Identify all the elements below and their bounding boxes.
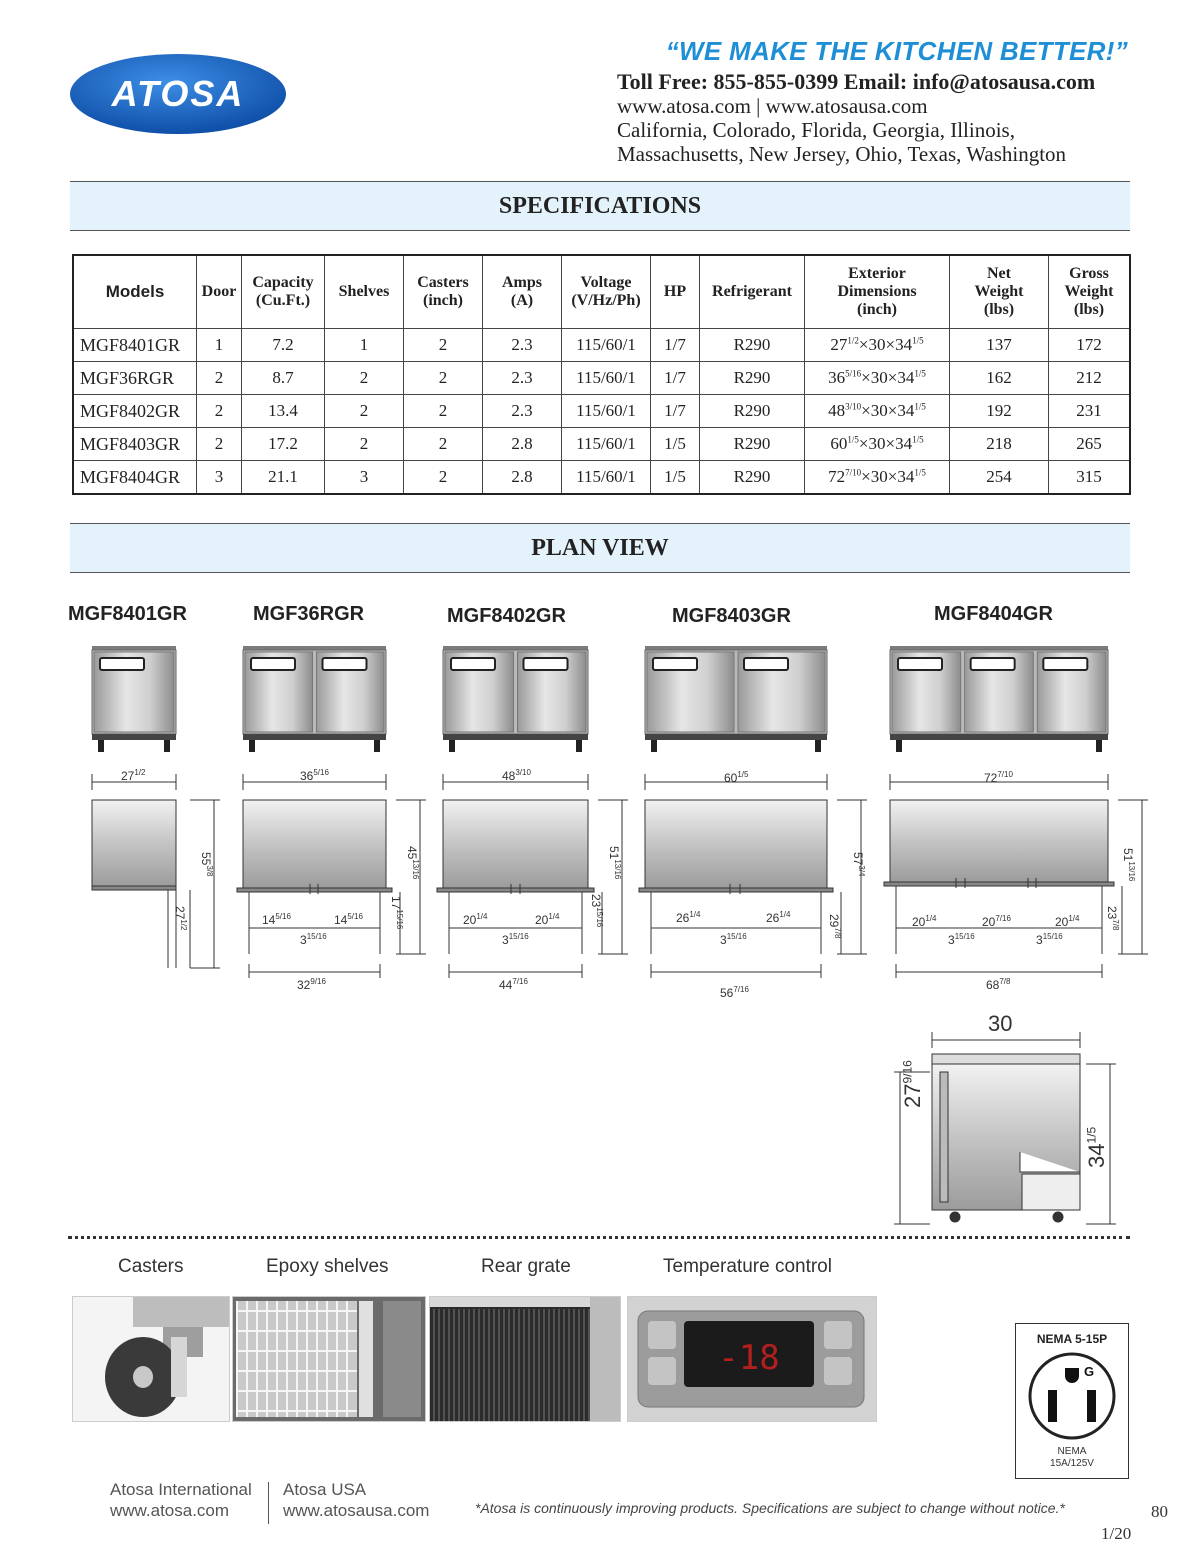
epoxy-shelves-photo — [232, 1296, 426, 1422]
feature-label-rear-grate: Rear grate — [481, 1256, 571, 1277]
voltage-cell: 115/60/1 — [562, 428, 651, 461]
model-cell: MGF36RGR — [73, 362, 197, 395]
dimensions-cell: $48^{3/10}\times 30\times 34^{1/5}$ — [805, 395, 950, 428]
dim-m3-right: $20^{1/4}$ — [535, 912, 560, 927]
voltage-cell: 115/60/1 — [562, 461, 651, 495]
net-weight-cell: 192 — [950, 395, 1049, 428]
hp-cell: 1/5 — [651, 461, 700, 495]
nema-plug-box — [1015, 1323, 1129, 1479]
refrigerant-cell: R290 — [700, 395, 805, 428]
door-cell: 3 — [197, 461, 242, 495]
plan-label-mgf36rgr: MGF36RGR — [253, 603, 365, 625]
dim-m5-leg: $23^{7/8}$ — [1105, 906, 1120, 931]
capacity-cell: 7.2 — [242, 329, 325, 362]
net-weight-cell: 218 — [950, 428, 1049, 461]
dim-m3-height: $51^{13/16}$ — [607, 846, 622, 880]
col-capacity: Capacity (Cu.Ft.) — [242, 255, 325, 329]
table-row — [73, 362, 1130, 395]
table-header-row — [73, 255, 1130, 329]
hp-cell: 1/7 — [651, 329, 700, 362]
feature-label-temperature-control: Temperature control — [663, 1256, 832, 1277]
rear-grate-photo — [429, 1296, 621, 1422]
net-weight-cell: 137 — [950, 329, 1049, 362]
voltage-cell: 115/60/1 — [562, 329, 651, 362]
col-models: Models — [73, 255, 197, 329]
table-row — [73, 329, 1130, 362]
shelves-cell: 2 — [325, 395, 404, 428]
model-cell: MGF8404GR — [73, 461, 197, 495]
col-door: Door — [197, 255, 242, 329]
table-row — [73, 395, 1130, 428]
hp-cell: 1/7 — [651, 395, 700, 428]
shelves-cell: 2 — [325, 428, 404, 461]
gross-weight-cell: 212 — [1049, 362, 1131, 395]
page-number: 80 — [1151, 1502, 1168, 1521]
dim-m5-gap-1: $3^{15/16}$ — [948, 932, 975, 947]
unit-front-1 — [243, 646, 386, 752]
footer-usa — [283, 1479, 429, 1521]
controller-display: -18 — [718, 1338, 780, 1378]
dim-m2-base: $32^{9/16}$ — [297, 977, 326, 992]
casters-cell: 2 — [404, 329, 483, 362]
casters-cell: 2 — [404, 395, 483, 428]
footer-notice: *Atosa is continuously improving products. Specifications are subject to change without notice.* — [475, 1500, 1065, 1516]
hp-cell: 1/7 — [651, 362, 700, 395]
footer-intl — [110, 1479, 252, 1521]
dim-m5-base: $68^{7/8}$ — [986, 977, 1011, 992]
side-depth-label: 30 — [988, 1011, 1013, 1036]
footer-company-1: Atosa International — [110, 1480, 252, 1499]
table-row — [73, 428, 1130, 461]
plan-label-mgf8402gr: MGF8402GR — [447, 605, 566, 627]
unit-front-0 — [92, 646, 176, 752]
dim-m1-inner: $27^{1/2}$ — [173, 906, 188, 931]
refrigerant-cell: R290 — [700, 461, 805, 495]
casters-cell: 2 — [404, 461, 483, 495]
voltage-cell: 115/60/1 — [562, 362, 651, 395]
refrigerant-cell: R290 — [700, 329, 805, 362]
refrigerant-cell: R290 — [700, 428, 805, 461]
dim-m1-height: $55^{3/8}$ — [199, 852, 214, 877]
unit-front-3 — [645, 646, 827, 752]
net-weight-cell: 162 — [950, 362, 1049, 395]
casters-cell: 2 — [404, 428, 483, 461]
unit-front-illustrations — [0, 640, 1200, 755]
nema-label-1: NEMA — [1057, 1446, 1087, 1457]
table-row — [73, 461, 1130, 495]
capacity-cell: 13.4 — [242, 395, 325, 428]
col-hp: HP — [651, 255, 700, 329]
shelves-cell: 1 — [325, 329, 404, 362]
casters-photo — [72, 1296, 230, 1422]
footer-company-2: Atosa USA — [283, 1480, 367, 1499]
col-refrigerant: Refrigerant — [700, 255, 805, 329]
feature-label-epoxy-shelves: Epoxy shelves — [266, 1256, 389, 1277]
gross-weight-cell: 231 — [1049, 395, 1131, 428]
svg-text:ATOSA: ATOSA — [111, 73, 245, 114]
footer-divider — [268, 1482, 269, 1524]
capacity-cell: 21.1 — [242, 461, 325, 495]
dim-m2-height: $45^{13/16}$ — [405, 846, 420, 880]
atosa-logo — [68, 52, 288, 136]
locations-1: California, Colorado, Florida, Georgia, Illinois, — [617, 118, 1015, 142]
model-cell: MGF8402GR — [73, 395, 197, 428]
gross-weight-cell: 265 — [1049, 428, 1131, 461]
model-cell: MGF8403GR — [73, 428, 197, 461]
shelves-cell: 2 — [325, 362, 404, 395]
dim-m4-leg: $29^{7/8}$ — [827, 914, 842, 939]
contact-block — [617, 70, 1095, 166]
unit-front-2 — [443, 646, 588, 752]
door-cell: 2 — [197, 395, 242, 428]
amps-cell: 2.3 — [483, 329, 562, 362]
dim-m5-left: $20^{1/4}$ — [912, 914, 937, 929]
dimensions-cell: $27^{1/2}\times 30\times 34^{1/5}$ — [805, 329, 950, 362]
amps-cell: 2.8 — [483, 428, 562, 461]
dimensions-cell: $60^{1/5}\times 30\times 34^{1/5}$ — [805, 428, 950, 461]
dim-m2-right: $14^{5/16}$ — [334, 912, 363, 927]
plan-label-mgf8403gr: MGF8403GR — [672, 605, 791, 627]
dimensions-cell: $72^{7/10}\times 30\times 34^{1/5}$ — [805, 461, 950, 495]
model-cell: MGF8401GR — [73, 329, 197, 362]
dim-m3-gap: $3^{15/16}$ — [502, 932, 529, 947]
col-amps: Amps (A) — [483, 255, 562, 329]
plan-dimension-drawings — [0, 760, 1200, 1000]
amps-cell: 2.8 — [483, 461, 562, 495]
dim-m5-gap-2: $3^{15/16}$ — [1036, 932, 1063, 947]
feature-label-casters: Casters — [118, 1256, 184, 1277]
nema-ground-label: G — [1084, 1364, 1095, 1379]
slogan: “WE MAKE THE KITCHEN BETTER!” — [665, 36, 1128, 66]
col-shelves: Shelves — [325, 255, 404, 329]
dim-m4-gap: $3^{15/16}$ — [720, 932, 747, 947]
door-cell: 2 — [197, 362, 242, 395]
door-cell: 2 — [197, 428, 242, 461]
contact-line[interactable]: Toll Free: 855-855-0399 Email: info@atosausa.com — [617, 69, 1096, 94]
dim-m3-left: $20^{1/4}$ — [463, 912, 488, 927]
dim-m2-width: $36^{5/16}$ — [300, 768, 329, 783]
plan-label-mgf8401gr: MGF8401GR — [68, 603, 187, 625]
dim-m3-base: $44^{7/16}$ — [499, 977, 528, 992]
footer-site-2[interactable]: www.atosausa.com — [283, 1501, 430, 1520]
side-inner-height-label: $27^{9/16}$ — [900, 1060, 925, 1108]
nema-title: NEMA 5-15P — [1036, 1332, 1108, 1346]
gross-weight-cell: 172 — [1049, 329, 1131, 362]
amps-cell: 2.3 — [483, 395, 562, 428]
locations-2: Massachusetts, New Jersey, Ohio, Texas, Washington — [617, 142, 1067, 166]
capacity-cell: 17.2 — [242, 428, 325, 461]
specifications-title: SPECIFICATIONS — [70, 181, 1130, 231]
col-exterior-dimensions: Exterior Dimensions (inch) — [805, 255, 950, 329]
hp-cell: 1/5 — [651, 428, 700, 461]
dim-m3-leg: $23^{15/16}$ — [589, 894, 604, 928]
dim-m5-height: $51^{13/16}$ — [1121, 848, 1136, 882]
refrigerant-cell: R290 — [700, 362, 805, 395]
dim-m4-height: $57^{3/4}$ — [851, 852, 866, 877]
shelves-cell: 3 — [325, 461, 404, 495]
unit-front-4 — [890, 646, 1108, 752]
section-divider — [68, 1236, 1130, 1239]
dim-m4-left: $26^{1/4}$ — [676, 910, 701, 925]
dimensions-cell: $36^{5/16}\times 30\times 34^{1/5}$ — [805, 362, 950, 395]
col-voltage: Voltage (V/Hz/Ph) — [562, 255, 651, 329]
nema-label-2: 15A/125V — [1050, 1458, 1094, 1469]
plan-label-mgf8404gr: MGF8404GR — [934, 603, 1053, 625]
dim-m2-left: $14^{5/16}$ — [262, 912, 291, 927]
col-casters: Casters (inch) — [404, 255, 483, 329]
temperature-control-photo — [627, 1296, 877, 1422]
side-height-label: $34^{1/5}$ — [1084, 1126, 1109, 1168]
col-gross-weight: Gross Weight (lbs) — [1049, 255, 1131, 329]
col-net-weight: Net Weight (lbs) — [950, 255, 1049, 329]
dim-m5-mid: $20^{7/16}$ — [982, 914, 1011, 929]
dim-m5-right: $20^{1/4}$ — [1055, 914, 1080, 929]
dim-m4-base: $56^{7/16}$ — [720, 985, 749, 1000]
specifications-table — [72, 254, 1131, 495]
gross-weight-cell: 315 — [1049, 461, 1131, 495]
side-view-drawing — [890, 1010, 1150, 1230]
casters-cell: 2 — [404, 362, 483, 395]
nema-outlet-icon — [1016, 1346, 1128, 1446]
plan-view-title: PLAN VIEW — [70, 523, 1130, 573]
capacity-cell: 8.7 — [242, 362, 325, 395]
net-weight-cell: 254 — [950, 461, 1049, 495]
footer-site-1[interactable]: www.atosa.com — [110, 1501, 230, 1520]
dim-m3-width: $48^{3/10}$ — [502, 768, 531, 783]
dim-m4-right: $26^{1/4}$ — [766, 910, 791, 925]
websites[interactable]: www.atosa.com | www.atosausa.com — [617, 94, 928, 118]
dim-m2-leg: $17^{15/16}$ — [389, 896, 404, 930]
dim-m4-width: $60^{1/5}$ — [724, 770, 749, 785]
revision-date: 1/20 — [1101, 1524, 1132, 1543]
door-cell: 1 — [197, 329, 242, 362]
dim-m1-width: $27^{1/2}$ — [121, 768, 146, 783]
amps-cell: 2.3 — [483, 362, 562, 395]
voltage-cell: 115/60/1 — [562, 395, 651, 428]
dim-m5-width: $72^{7/10}$ — [984, 770, 1013, 785]
dim-m2-gap: $3^{15/16}$ — [300, 932, 327, 947]
